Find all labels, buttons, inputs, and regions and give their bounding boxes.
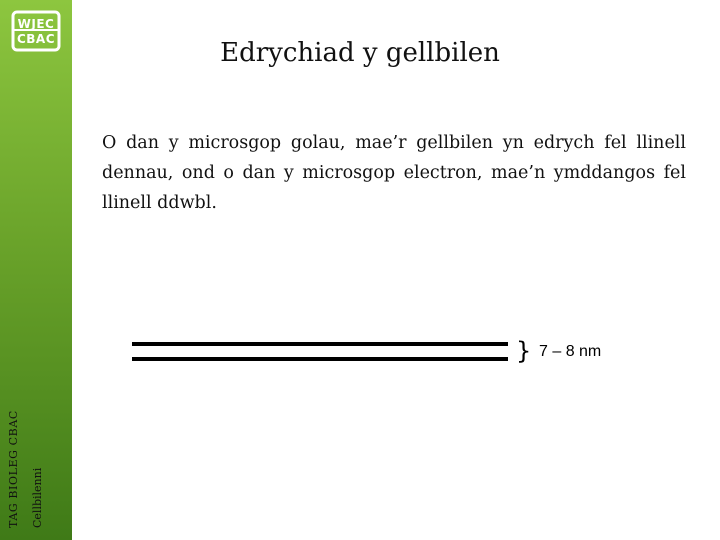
logo-text-wjec: WJEC: [17, 17, 55, 31]
thickness-label: 7 – 8 nm: [539, 343, 602, 360]
course-label: TAG BIOLEG CBAC: [7, 410, 20, 528]
logo-text-cbac: CBAC: [16, 32, 56, 46]
sidebar: [0, 0, 72, 540]
slide-title: Edrychiad y gellbilen: [220, 38, 500, 68]
sidebar-vertical-text: [8, 322, 52, 532]
topic-label: Cellbilenni: [31, 467, 44, 528]
brace-icon: }: [516, 337, 532, 365]
wjec-cbac-logo: [11, 10, 61, 52]
membrane-line-bottom: [132, 357, 508, 361]
body-paragraph: O dan y microsgop golau, mae’r gellbilen yn edrych fel llinell dennau, ond o dan y microsgop electron, mae’n ymddangos fel llinell ddwbl.: [102, 133, 686, 213]
membrane-line-top: [132, 342, 508, 346]
membrane-diagram: [132, 340, 508, 364]
